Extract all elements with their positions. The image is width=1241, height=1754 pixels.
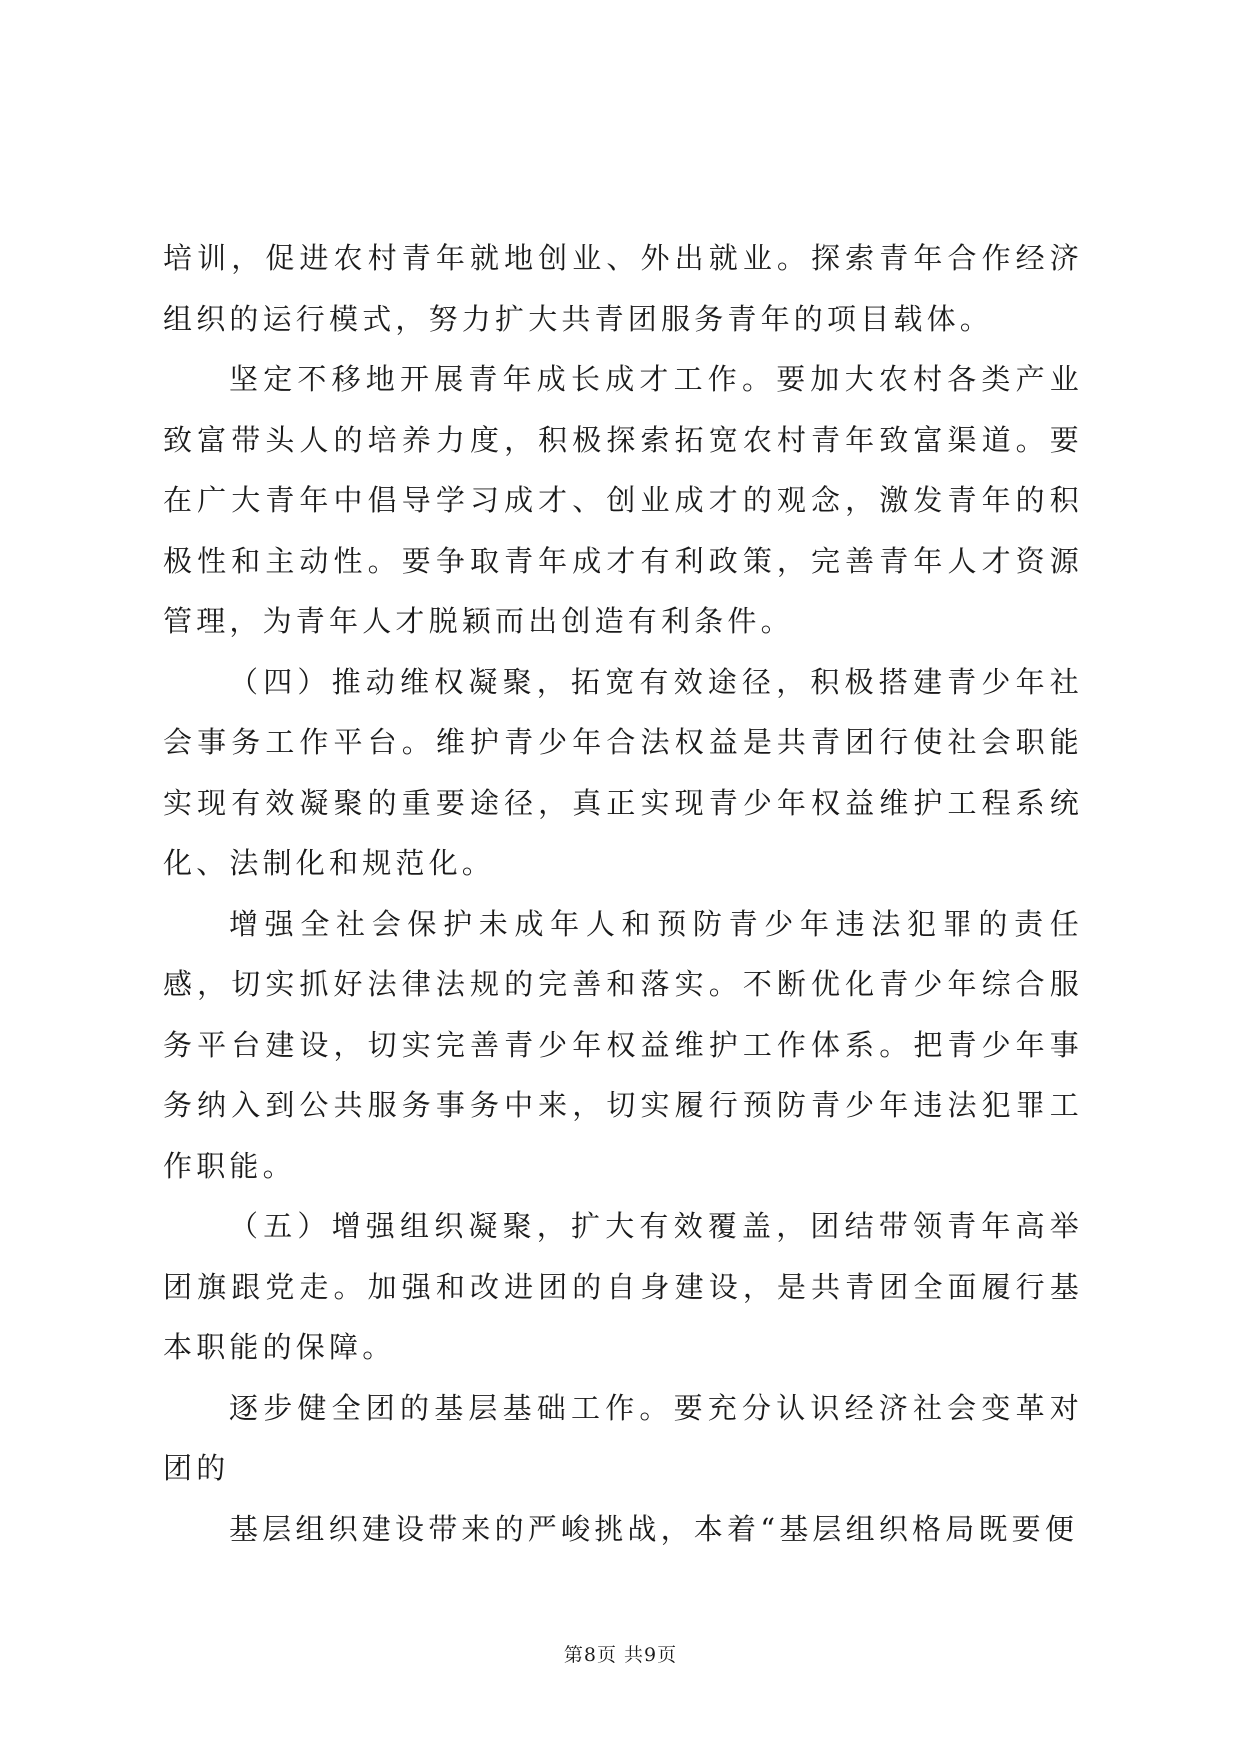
paragraph-section-four: （四）推动维权凝聚，拓宽有效途径，积极搭建青少年社会事务工作平台。维护青少年合法权益是共青团行使社会职能实现有效凝聚的重要途径，真正实现青少年权益维护工程系统化、法制化和规范化。 [163,664,1083,880]
document-body [163,228,1083,1559]
paragraph-rights-protection: 增强全社会保护未成年人和预防青少年违法犯罪的责任感，切实抓好法律法规的完善和落实。不断优化青少年综合服务平台建设，切实完善青少年权益维护工作体系。把青少年事务纳入到公共服务事务中来，切实履行预防青少年违法犯罪工作职能。 [163,906,1083,1183]
paragraph-grassroots: 逐步健全团的基层基础工作。要充分认识经济社会变革对团的 [163,1390,1083,1485]
paragraph-youth-growth: 坚定不移地开展青年成长成才工作。要加大农村各类产业致富带头人的培养力度，积极探索拓宽农村青年致富渠道。要在广大青年中倡导学习成才、创业成才的观念，激发青年的积极性和主动性。要争取青年成才有利政策，完善青年人才资源管理，为青年人才脱颖而出创造有利条件。 [163,362,1083,638]
paragraph-continuation: 培训，促进农村青年就地创业、外出就业。探索青年合作经济组织的运行模式，努力扩大共青团服务青年的项目载体。 [163,241,1083,336]
page-number-footer: 第8页 共9页 [563,1644,678,1666]
paragraph-grassroots-continued: 基层组织建设带来的严峻挑战，本着“基层组织格局既要便 [229,1511,1079,1546]
paragraph-section-five: （五）增强组织凝聚，扩大有效覆盖，团结带领青年高举团旗跟党走。加强和改进团的自身建设，是共青团全面履行基本职能的保障。 [163,1209,1083,1364]
